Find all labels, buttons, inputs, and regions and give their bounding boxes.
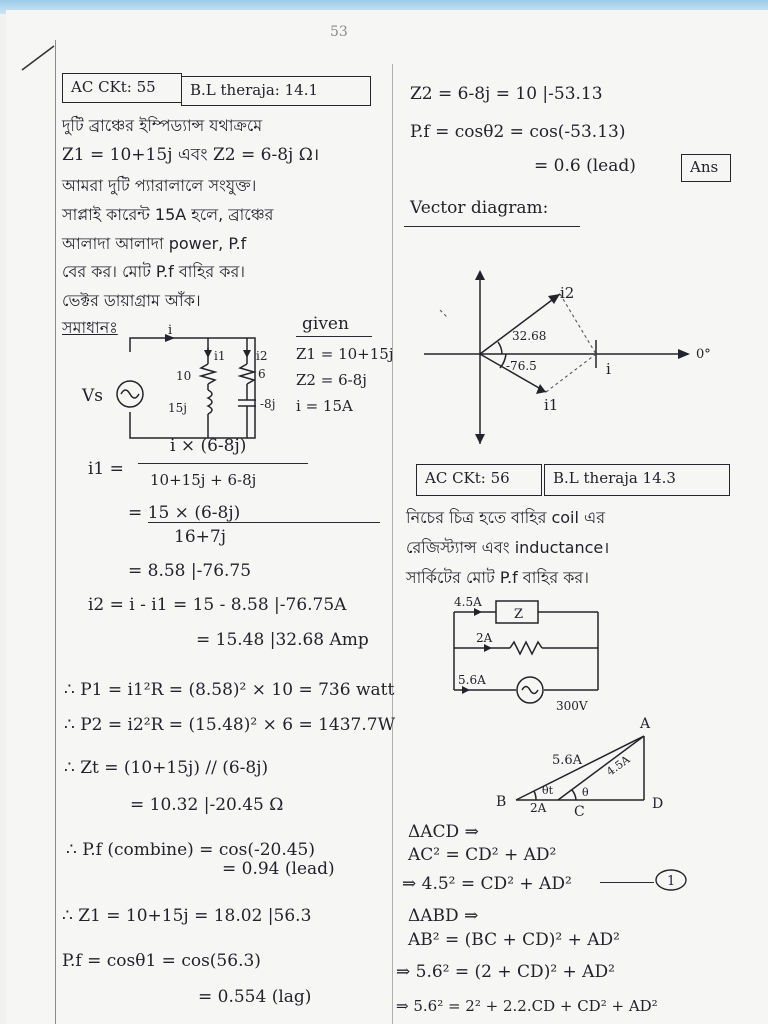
i1-step-bar	[148, 522, 380, 523]
solution-label: সমাধানঃ	[62, 318, 118, 337]
pf-combined-equation: ∴ P.f (combine) = cos(-20.45)	[66, 840, 315, 860]
problem-line-4: সাপ্লাই কারেন্ট 15A হলে, ব্রাঞ্চের	[62, 205, 274, 224]
zt-result: = 10.32 |-20.45 Ω	[130, 795, 284, 815]
phasor-angle-positive: 32.68	[512, 329, 547, 343]
pf2-result: = 0.6 (lead)	[534, 156, 636, 176]
eq-line-2: AC² = CD² + AD²	[408, 845, 557, 865]
i2-result: = 15.48 |32.68 Amp	[196, 630, 369, 650]
eq-tag-leader	[600, 882, 654, 883]
i1-numerator: i × (6-8j)	[170, 436, 247, 456]
i1-lhs: i1 =	[88, 459, 124, 479]
phasor-vector-diagram	[420, 270, 740, 448]
problem-line-2: Z1 = 10+15j এবং Z2 = 6-8j Ω।	[62, 145, 320, 165]
eq-tag-circle	[654, 868, 688, 892]
circuit-label-i1: i1	[214, 349, 226, 363]
current-label-5-6a: 5.6A	[458, 673, 486, 687]
problem2-line-3: সার্কিটের মোট P.f বাহির কর।	[406, 568, 589, 587]
pf1-result: = 0.554 (lag)	[198, 987, 312, 1007]
i1-denominator: 10+15j + 6-8j	[150, 471, 257, 489]
problem-line-3: আমরা দুটি প্যারালালে সংযুক্ত।	[62, 176, 257, 195]
triangle-side-ac: 4.5A	[604, 752, 633, 779]
eq-line-6: ⇒ 5.6² = (2 + CD)² + AD²	[396, 962, 615, 982]
circuit-label-r2: 6	[258, 367, 266, 381]
eq-line-3: ⇒ 4.5² = CD² + AD²	[402, 874, 572, 894]
circuit-label-vs: Vs	[82, 386, 104, 406]
circuit-label-x2: -8j	[260, 397, 276, 411]
i1-step-denominator: 16+7j	[174, 527, 226, 547]
phasor-label-i2: i2	[560, 284, 575, 302]
triangle-side-ab: 5.6A	[552, 753, 583, 768]
i1-result: = 8.58 |-76.75	[128, 561, 252, 581]
vector-title-underline	[404, 226, 580, 227]
i2-equation: i2 = i - i1 = 15 - 8.58 |-76.75A	[88, 595, 347, 615]
triangle-side-bc: 2A	[530, 801, 547, 815]
pf1-equation: P.f = cosθ1 = cos(56.3)	[62, 951, 261, 971]
phasor-label-i: i	[606, 360, 611, 378]
i1-step-numerator: = 15 × (6-8j)	[128, 503, 241, 523]
triangle-angle-theta: θ	[582, 786, 589, 799]
phasor-reference-angle: 0°	[696, 347, 711, 362]
triangle-vertex-c: C	[574, 804, 585, 820]
circuit-label-x1: 15j	[168, 401, 187, 415]
eq-tag-number: 1	[667, 874, 676, 889]
eq-line-5: AB² = (BC + CD)² + AD²	[408, 930, 620, 950]
problem-line-1: দুটি ব্রাঞ্চের ইম্পিড্যান্স যথাক্রমে	[62, 116, 263, 135]
ckt56-header-box: AC CKt: 56	[416, 464, 542, 496]
problem2-line-1: নিচের চিত্র হতে বাহির coil এর	[406, 508, 606, 527]
i1-fraction-bar	[138, 463, 308, 464]
triangle-vertex-a: A	[640, 716, 651, 732]
z1-polar-equation: ∴ Z1 = 10+15j = 18.02 |56.3	[62, 906, 312, 926]
problem-line-7: ভেক্টর ডায়াগ্রাম আঁক।	[62, 291, 201, 310]
p1-equation: ∴ P1 = i1²R = (8.58)² × 10 = 736 watt	[64, 680, 395, 700]
ckt56-reference-box: B.L theraja 14.3	[544, 464, 730, 496]
vector-diagram-title: Vector diagram:	[410, 198, 549, 218]
circuit-label-i2: i2	[256, 349, 268, 363]
ckt-header-box: AC CKt: 55	[62, 73, 182, 103]
pf-combined-result: = 0.94 (lead)	[222, 859, 335, 879]
current-label-4-5a: 4.5A	[454, 595, 482, 609]
eq-line-1: ΔACD ⇒	[408, 822, 479, 842]
phasor-label-i1: i1	[544, 396, 559, 414]
given-underline	[296, 336, 372, 337]
given-z1: Z1 = 10+15j	[296, 345, 394, 363]
reference-header-box: B.L theraja: 14.1	[181, 76, 371, 106]
triangle-vertex-b: B	[496, 794, 507, 810]
triangle-angle-theta-t: θt	[542, 784, 554, 797]
pf2-equation: P.f = cosθ2 = cos(-53.13)	[410, 122, 626, 142]
problem2-line-2: রেজিস্ট্যান্স এবং inductance।	[406, 538, 610, 557]
circuit-label-i: i	[168, 323, 173, 338]
answer-box: Ans	[681, 154, 731, 182]
current-triangle-diagram	[492, 716, 682, 820]
problem-line-5: আলাদা আলাদা power, P.f	[62, 234, 247, 253]
given-z2: Z2 = 6-8j	[296, 371, 367, 389]
zt-equation: ∴ Zt = (10+15j) // (6-8j)	[64, 758, 269, 778]
z2-polar-equation: Z2 = 6-8j = 10 |-53.13	[410, 84, 603, 104]
coil-circuit-diagram	[440, 595, 620, 716]
column-divider	[392, 64, 393, 1024]
triangle-vertex-d: D	[652, 796, 664, 812]
page-number: 53	[330, 24, 348, 40]
phasor-angle-negative: -76.5	[506, 359, 537, 373]
eq-line-4: ΔABD ⇒	[408, 906, 479, 926]
pen-stroke	[20, 42, 60, 74]
given-title: given	[302, 314, 349, 334]
left-margin-line	[55, 40, 56, 1024]
voltage-label-300v: 300V	[556, 699, 588, 713]
eq-line-7: ⇒ 5.6² = 2² + 2.2.CD + CD² + AD²	[396, 997, 658, 1015]
p2-equation: ∴ P2 = i2²R = (15.48)² × 6 = 1437.7W	[64, 715, 396, 735]
impedance-label-z: Z	[514, 607, 524, 622]
circuit-label-r1: 10	[176, 369, 192, 383]
problem-line-6: বের কর। মোট P.f বাহির কর।	[62, 262, 245, 281]
current-label-2a: 2A	[476, 631, 493, 645]
given-current: i = 15A	[296, 397, 353, 415]
